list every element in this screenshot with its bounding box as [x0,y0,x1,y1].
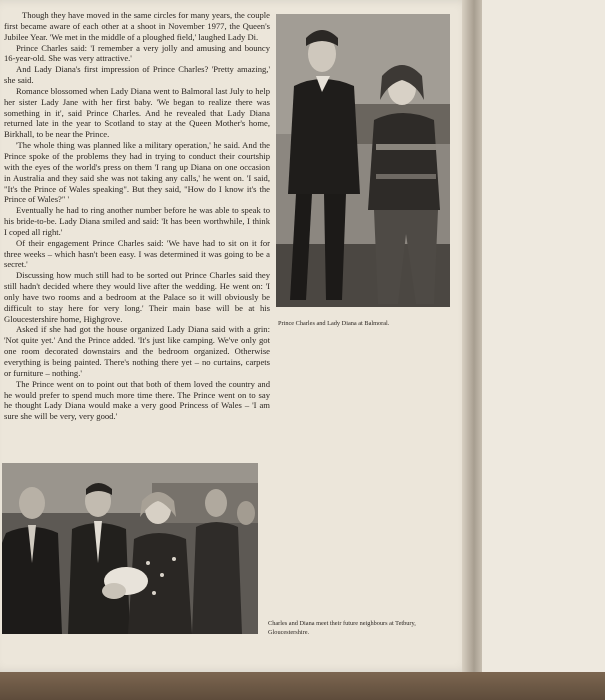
balmoral-photo-illustration [276,14,450,307]
paragraph: Asked if she had got the house organized Lady Diana said with a grin: 'Not quite yet.' And the Prince added. 'It's just like camping. We've only got one room decorated downstairs and the bedroom organized. Otherwise everything is being painted. There's nothing there yet – no curtains, carpets or furniture – nothing.' [4,324,270,378]
paragraph: Though they have moved in the same circles for many years, the couple first became aware of each other at a shoot in November 1977, the Queen's Jubilee Year. 'We met in the middle of a ploughed field,' laughed Lady Di. [4,10,270,42]
book-gutter [462,0,484,676]
paragraph: Discussing how much still had to be sorted out Prince Charles said they still hadn't decided where they would live after the wedding. He went on: 'I only have two rooms and a bedroom at the Palace so it will obviously be difficult to stay here for very long.' Their main base will be at his Gloucestershire home, Highgrove. [4,270,270,324]
paragraph: The Prince went on to point out that both of them loved the country and he would prefer to spend much more time there. The Prince went on to say he thought Lady Diana would make a very good Princess of Wales – 'I am sure she will be very, very good.' [4,378,270,422]
paragraph: 'The whole thing was planned like a military operation,' he said. And the Prince spoke of the problems they had in trying to conduct their courtship with the eyes of the world's press on them 'I rang up Diana on one occasion in Australia and they said she was not taking any calls,' he went on. 'I said, "It's the Prince of Wales speaking". But they said, "How do I know it's the Prince of Wales?" ' [4,140,270,205]
tetbury-caption: Charles and Diana meet their future neighbours at Tetbury, Gloucestershire. [268,620,416,636]
paragraph: Eventually he had to ring another number before he was able to speak to his bride-to-be. Lady Diana smiled and said: 'It has been worthwhile, I think I coped all right.' [4,205,270,237]
balmoral-photo [276,14,450,307]
paragraph: Prince Charles said: 'I remember a very jolly and amusing and bouncy 16-year-old. She was very attractive.' [4,42,270,64]
balmoral-caption: Prince Charles and Lady Diana at Balmoral. [278,320,390,327]
paragraph: And Lady Diana's first impression of Prince Charles? 'Pretty amazing,' she said. [4,64,270,86]
tetbury-photo [2,463,258,634]
table-surface [0,672,605,700]
article-body [4,10,270,422]
facing-page [482,0,605,676]
paragraph: Romance blossomed when Lady Diana went to Balmoral last July to help her sister Lady Jane with her first baby. 'We began to realize there was something in it', said Prince Charles. And he revealed that Lady Diana returned late in the year to Scotland to stay at the Queen Mother's home, Birkhall, to be near the Prince. [4,85,270,140]
tetbury-photo-illustration [2,463,258,634]
paragraph: Of their engagement Prince Charles said: 'We have had to sit on it for three weeks – which hasn't been easy. I was determined it was going to be a secret.' [4,237,270,270]
